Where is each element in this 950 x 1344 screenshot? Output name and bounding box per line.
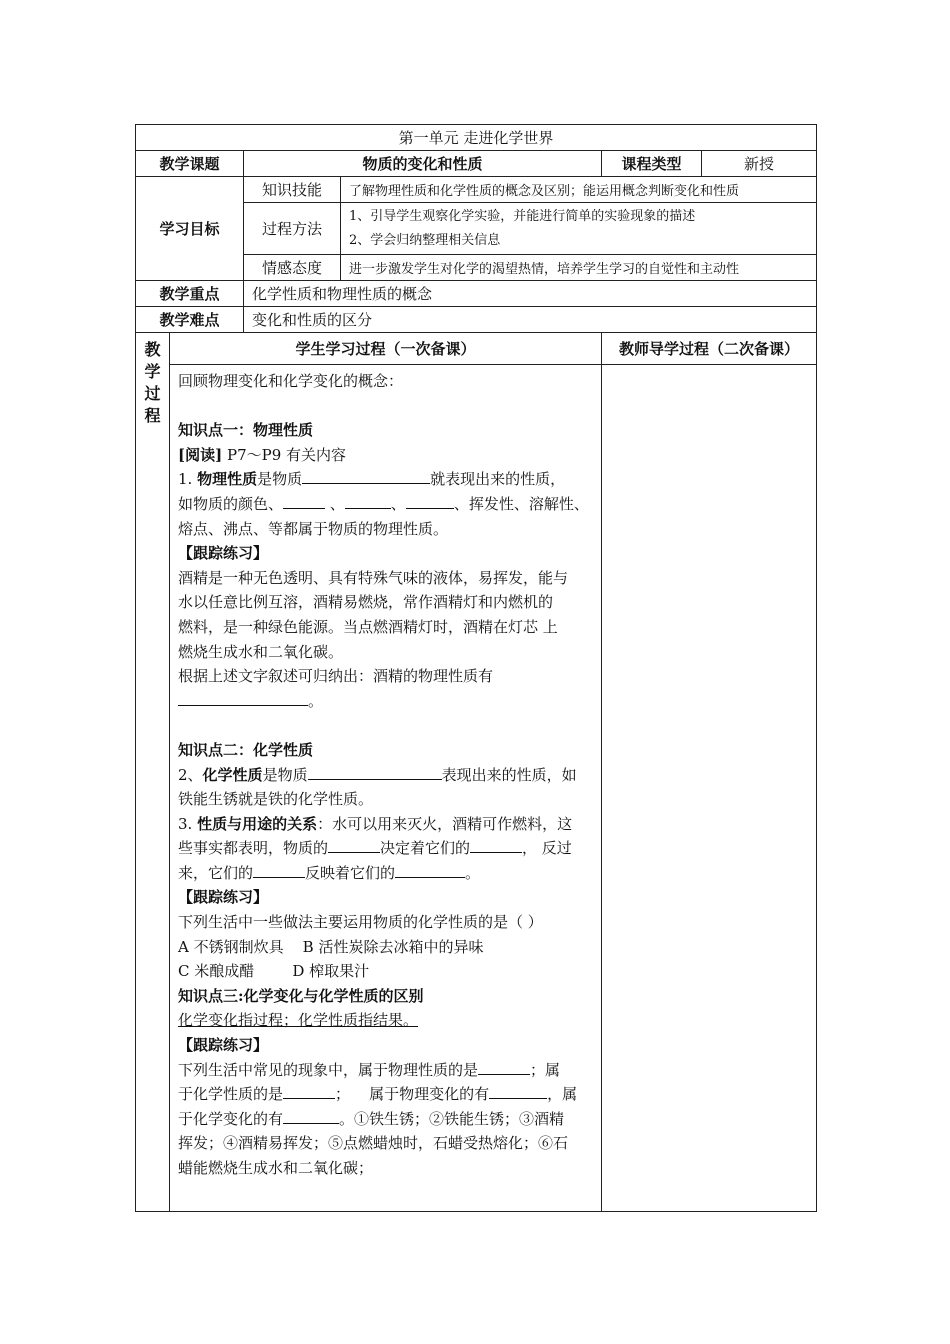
- objective-category-process: 过程方法: [244, 203, 341, 255]
- practice-1-line-5: 根据上述文字叙述可归纳出：酒精的物理性质有: [178, 667, 494, 686]
- student-process-content: [170, 365, 602, 1212]
- difficult-point-value: 变化和性质的区分: [244, 307, 817, 333]
- objective-category-knowledge: 知识技能: [244, 177, 341, 203]
- text-fragment: ；属: [530, 1060, 561, 1079]
- knowledge-point-3-text: 化学变化指过程；化学性质指结果。: [178, 1011, 419, 1030]
- question-2-line-1: [178, 763, 593, 788]
- practice-1-line-2: 水以任意比例互溶，酒精易燃烧，常作酒精灯和内燃机的: [178, 593, 554, 612]
- text-fragment: ，属: [547, 1085, 578, 1104]
- topic-label: 教学课题: [136, 151, 244, 177]
- knowledge-point-1-title: 知识点一：物理性质: [178, 421, 314, 440]
- answer-blank[interactable]: [178, 689, 308, 706]
- text-fragment: 如物质的颜色、: [178, 494, 284, 513]
- objective-process-line-1: 1、引导学生观察化学实验，并能进行简单的实验现象的描述: [349, 208, 696, 224]
- process-label-char: 学: [144, 362, 161, 381]
- course-type-value: 新授: [702, 151, 817, 177]
- term-chemical-property: 化学性质: [202, 765, 263, 784]
- practice-heading-2: 【跟踪练习】: [178, 888, 269, 907]
- practice-1-line-6: [178, 689, 593, 714]
- reading-tag: [阅读]: [178, 445, 223, 464]
- question-1-line-1: [178, 467, 593, 492]
- reading-line: [178, 443, 593, 468]
- practice-3-line-1: [178, 1058, 593, 1083]
- objectives-label: 学习目标: [136, 177, 244, 281]
- answer-blank[interactable]: [302, 467, 430, 484]
- text-fragment: ， 反过: [522, 839, 572, 858]
- question-number: 1.: [178, 470, 198, 489]
- text-fragment: ：水可以用来灭火，酒精可作燃料，这: [317, 814, 573, 833]
- objective-text-knowledge: 了解物理性质和化学性质的概念及区别；能运用概念判断变化和性质: [341, 177, 817, 203]
- answer-blank[interactable]: [395, 861, 465, 878]
- practice-3-line-2: [178, 1082, 593, 1107]
- practice-1-line-3: 燃料，是一种绿色能源。当点燃酒精灯时，酒精在灯芯 上: [178, 617, 558, 636]
- text-fragment: 些事实都表明，物质的: [178, 839, 329, 858]
- text-fragment: 反映着它们的: [305, 863, 396, 882]
- text-fragment: 来，它们的: [178, 863, 254, 882]
- process-label-char: 过: [144, 384, 161, 403]
- practice-2-options-cd: C 米酿成醋 D 榨取果汁: [178, 962, 370, 981]
- practice-1-line-1: 酒精是一种无色透明、具有特殊气味的液体，易挥发，能与: [178, 568, 569, 587]
- key-point-value: 化学性质和物理性质的概念: [244, 281, 817, 307]
- answer-blank[interactable]: [345, 492, 391, 509]
- practice-3-line-4: 挥发；④酒精易挥发；⑤点燃蜡烛时，石蜡受热熔化；⑥石: [178, 1134, 569, 1153]
- practice-3-line-5: 蜡能燃烧生成水和二氧化碳；: [178, 1159, 374, 1177]
- answer-blank[interactable]: [308, 763, 442, 780]
- review-line: 回顾物理变化和化学变化的概念：: [178, 372, 404, 390]
- practice-heading-1: 【跟踪练习】: [178, 544, 269, 563]
- answer-blank[interactable]: [283, 492, 325, 509]
- process-label: [136, 333, 170, 1212]
- teacher-process-header: 教师导学过程（二次备课）: [602, 333, 817, 365]
- practice-2-question: 下列生活中一些做法主要运用物质的化学性质的是（ ）: [178, 913, 543, 932]
- text-fragment: 于化学性质的是: [178, 1085, 284, 1104]
- reading-text: P7～P9 有关内容: [222, 445, 347, 464]
- question-3-line-2: [178, 836, 593, 861]
- text-fragment: 表现出来的性质，如: [441, 765, 577, 784]
- student-process-header: 学生学习过程（一次备课）: [170, 333, 602, 365]
- answer-blank[interactable]: [328, 836, 380, 853]
- key-point-label: 教学重点: [136, 281, 244, 307]
- term-property-use: 性质与用途的关系: [197, 814, 318, 833]
- text-fragment: 是物质: [257, 470, 303, 489]
- course-type-label: 课程类型: [602, 151, 702, 177]
- answer-blank[interactable]: [489, 1082, 547, 1099]
- answer-blank[interactable]: [478, 1058, 530, 1075]
- question-3-line-1: [178, 812, 593, 837]
- practice-3-line-3: [178, 1107, 593, 1132]
- unit-title: 第一单元 走进化学世界: [136, 125, 817, 151]
- answer-blank[interactable]: [406, 492, 454, 509]
- answer-blank[interactable]: [283, 1107, 339, 1124]
- text-fragment: 下列生活中常见的现象中，属于物理性质的是: [178, 1060, 479, 1079]
- text-fragment: 、: [325, 494, 345, 513]
- question-number: 3.: [178, 814, 198, 833]
- question-1-line-2: [178, 492, 593, 517]
- text-fragment: 、挥发性、溶解性、: [453, 494, 589, 513]
- practice-heading-3: 【跟踪练习】: [178, 1036, 269, 1055]
- text-fragment: 于化学变化的有: [178, 1109, 284, 1128]
- text-fragment: 。: [465, 863, 481, 882]
- question-1-line-3: 熔点、沸点、等都属于物质的物理性质。: [178, 519, 449, 538]
- text-fragment: 、: [390, 494, 406, 513]
- question-number: 2、: [178, 765, 203, 784]
- knowledge-point-2-title: 知识点二：化学性质: [178, 740, 314, 759]
- text-fragment: 。: [308, 691, 324, 710]
- objective-text-process: [341, 203, 817, 255]
- topic-value: 物质的变化和性质: [244, 151, 602, 177]
- process-label-char: 程: [144, 406, 161, 425]
- text-fragment: 是物质: [262, 765, 308, 784]
- practice-2-options-ab: A 不锈钢制炊具 B 活性炭除去冰箱中的异味: [178, 937, 484, 956]
- knowledge-point-3-title: 知识点三:化学变化与化学性质的区别: [178, 986, 424, 1005]
- text-fragment: 决定着它们的: [380, 839, 471, 858]
- text-fragment: 。①铁生锈；②铁能生锈；③酒精: [339, 1109, 565, 1128]
- answer-blank[interactable]: [253, 861, 305, 878]
- question-3-line-3: [178, 861, 593, 886]
- term-physical-property: 物理性质: [197, 470, 258, 489]
- answer-blank[interactable]: [283, 1082, 335, 1099]
- process-label-char: 教: [144, 340, 161, 359]
- objective-text-attitude: 进一步激发学生对化学的渴望热情，培养学生学习的自觉性和主动性: [341, 255, 817, 281]
- question-2-line-2: 铁能生锈就是铁的化学性质。: [178, 790, 374, 809]
- practice-1-line-4: 燃烧生成水和二氧化碳。: [178, 642, 344, 661]
- answer-blank[interactable]: [470, 836, 522, 853]
- objective-process-line-2: 2、学会归纳整理相关信息: [349, 232, 501, 248]
- text-fragment: ； 属于物理变化的有: [335, 1085, 490, 1104]
- lesson-plan-table: [135, 124, 817, 1212]
- difficult-point-label: 教学难点: [136, 307, 244, 333]
- objective-category-attitude: 情感态度: [244, 255, 341, 281]
- text-fragment: 就表现出来的性质，: [430, 470, 566, 489]
- teacher-process-content[interactable]: [602, 365, 817, 1212]
